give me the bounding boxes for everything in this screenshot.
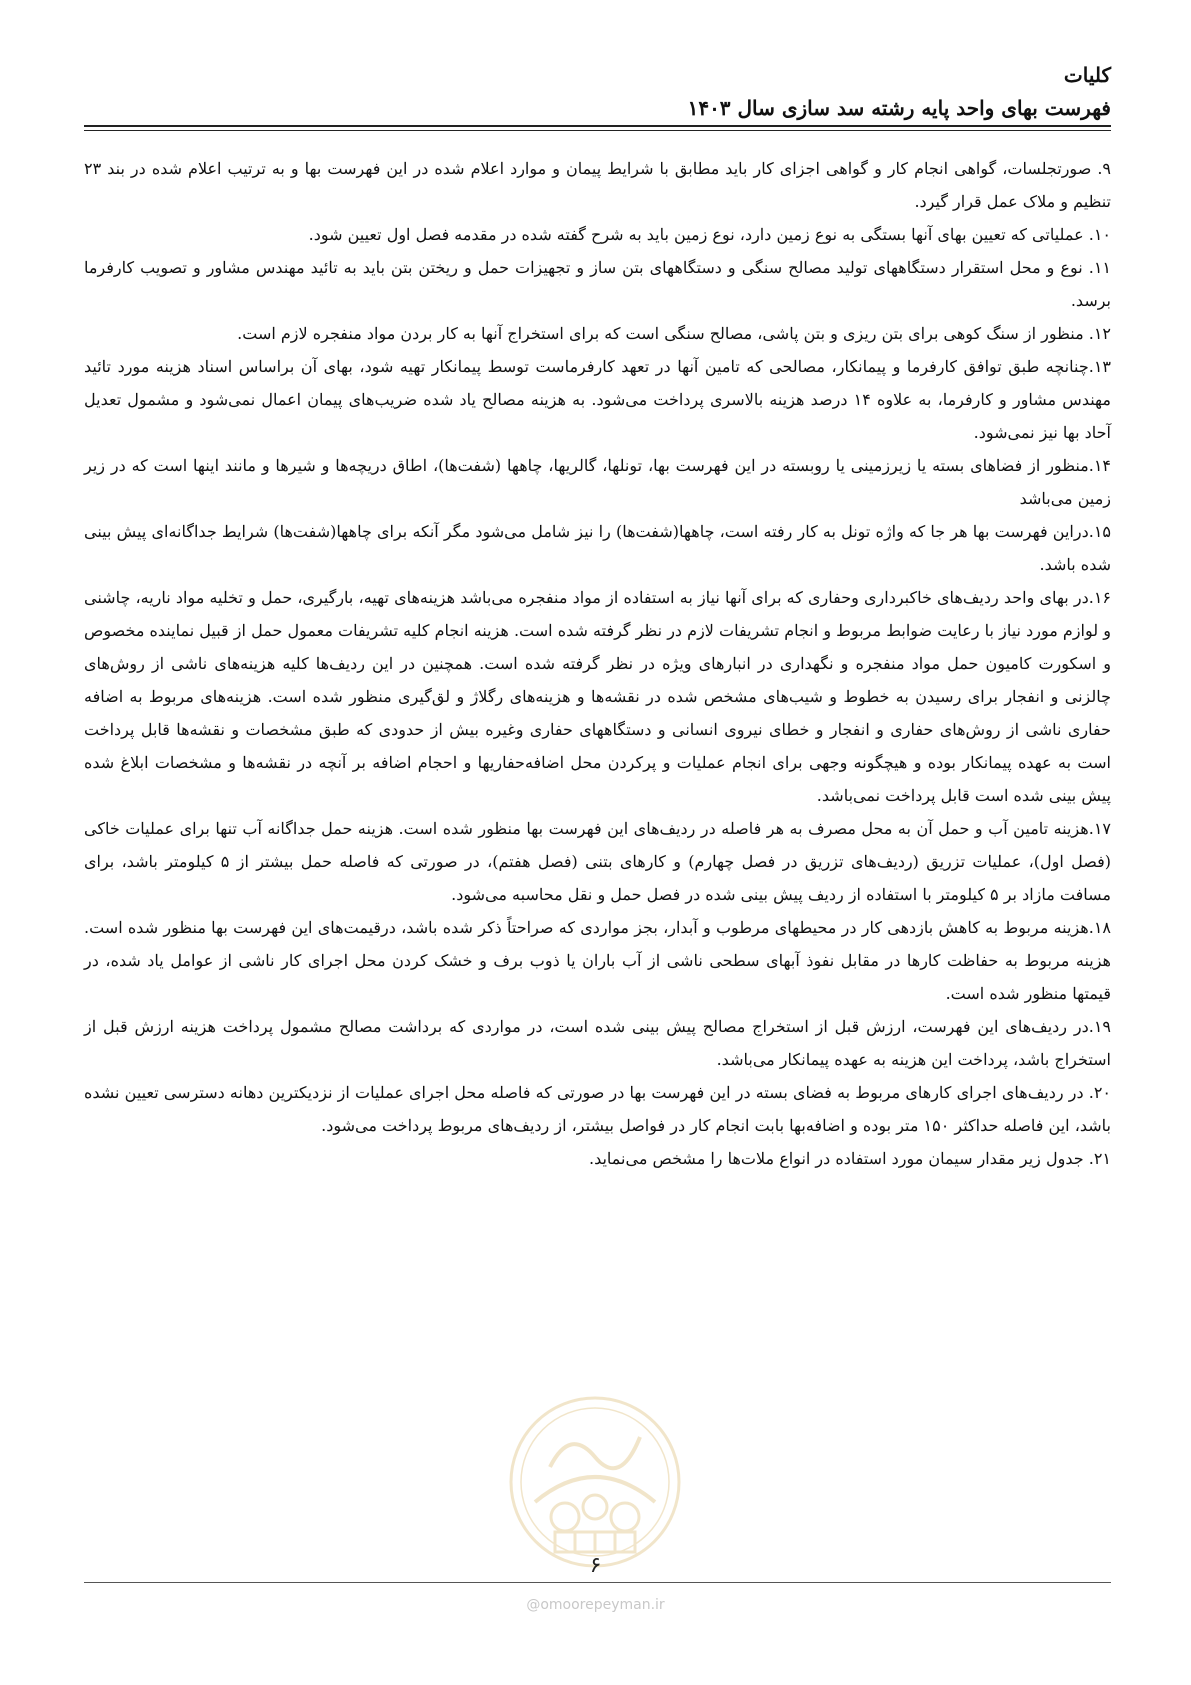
- clause-11: ۱۱. نوع و محل استقرار دستگاههای تولید مصالح سنگی و دستگاههای بتن ساز و تجهیزات حمل و ریختن بتن باید به تائید مهندس مشاور و تصویب کارفرما برسد.: [84, 258, 1111, 310]
- website-watermark: @omoorepeyman.ir: [526, 1597, 665, 1613]
- clause-15: ۱۵.دراین فهرست بها هر جا که واژه تونل به کار رفته است، چاهها(شفت‌ها) را نیز شامل می‌شود مگر آنکه برای چاهها(شفت‌ها) شرایط جداگانه‌ای پیش بینی شده باشد.: [84, 522, 1111, 574]
- page-body: [84, 152, 1111, 1175]
- document-title: فهرست بهای واحد پایه رشته سد سازی سال ۱۴۰۳: [687, 96, 1111, 120]
- chapter-title: کلیات: [1063, 63, 1111, 87]
- clause-19: ۱۹.در ردیف‌های این فهرست، ارزش قبل از استخراج مصالح پیش بینی شده است، در مواردی که برداشت مصالح مشمول پرداخت هزینه ارزش قبل از استخراج باشد، پرداخت این هزینه به عهده پیمانکار می‌باشد.: [84, 1017, 1111, 1069]
- footer-divider: [84, 1582, 1111, 1583]
- clause-14: ۱۴.منظور از فضاهای بسته یا زیرزمینی یا روبسته در این فهرست بها، تونلها، گالریها، چاهها (شفت‌ها)، اطاق دریچه‌ها و شیرها و مانند اینها است که در زیر زمین می‌باشد: [84, 456, 1111, 508]
- clause-10: ۱۰. عملیاتی که تعیین بهای آنها بستگی به نوع زمین دارد، نوع زمین باید به شرح گفته شده در مقدمه فصل اول تعیین شود.: [308, 225, 1111, 244]
- clause-21: ۲۱. جدول زیر مقدار سیمان مورد استفاده در انواع ملات‌ها را مشخص می‌نماید.: [588, 1149, 1111, 1168]
- clause-20: ۲۰. در ردیف‌های اجرای کارهای مربوط به فضای بسته در این فهرست بها در صورتی که فاصله محل اجرای عملیات از نزدیکترین دهانه دسترسی تعیین نشده باشد، این فاصله حداکثر ۱۵۰ متر بوده و اضافه‌بها بابت انجام کار در فواصل بیشتر، از ردیف‌های مربوط پرداخت می‌شود.: [84, 1083, 1111, 1135]
- header-divider-thin: [84, 130, 1111, 131]
- clause-18: ۱۸.هزینه مربوط به کاهش بازدهی کار در محیطهای مرطوب و آبدار، بجز مواردی که صراحتاً ذکر شده باشد، درقیمت‌های این فهرست بها منظور شده است. هزینه مربوط به حفاظت کارها در مقابل نفوذ آبهای سطحی ناشی از آب باران یا ذوب برف و خشک کردن محل اجرای کار ناشی از عوامل یاد شده، در قیمتها منظور شده است.: [84, 918, 1111, 1003]
- clause-13: ۱۳.چنانچه طبق توافق کارفرما و پیمانکار، مصالحی که تامین آنها در تعهد کارفرماست توسط پیمانکار تهیه شود، بهای آن براساس اسناد هزینه مورد تائید مهندس مشاور و کارفرما، به علاوه ۱۴ درصد هزینه بالاسری پرداخت می‌شود. به هزینه مصالح یاد شده ضریب‌های پیمان اعمال نمی‌شود و مشمول تعدیل آحاد بها نیز نمی‌شود.: [84, 357, 1111, 442]
- clause-9: ۹. صورتجلسات، گواهی انجام کار و گواهی اجزای کار باید مطابق با شرایط پیمان و موارد اعلام شده در این فهرست بها و به ترتیب اعلام شده در بند ۲۳ تنظیم و ملاک عمل قرار گیرد.: [84, 159, 1111, 211]
- page-number: ۶: [589, 1553, 602, 1578]
- header-divider-thick: [84, 125, 1111, 127]
- clause-17: ۱۷.هزینه تامین آب و حمل آن به محل مصرف به هر فاصله در ردیف‌های این فهرست بها منظور شده است. هزینه حمل جداگانه آب تنها برای عملیات خاکی (فصل اول)، عملیات تزریق (ردیف‌های تزریق در فصل چهارم) و کارهای بتنی (فصل هفتم)، در صورتی که فاصله حمل بیشتر از ۵ کیلومتر باشد، برای مسافت مازاد بر ۵ کیلومتر با استفاده از ردیف پیش بینی شده در فصل حمل و نقل محاسبه می‌شود.: [84, 819, 1112, 904]
- clause-16: ۱۶.در بهای واحد ردیف‌های خاکبرداری وحفاری که برای آنها نیاز به استفاده از مواد منفجره می‌باشد هزینه‌های تهیه، بارگیری، حمل و تخلیه مواد ناریه، چاشنی و لوازم مورد نیاز با رعایت ضوابط مربوط و انجام تشریفات لازم در نظر گرفته شده است. هزینه انجام کلیه تشریفات معمول حمل از قبیل نماینده مخصوص و اسکورت کامیون حمل مواد منفجره و نگهداری در انبارهای ویژه در نظر گرفته شده است. همچنین در این ردیف‌ها کلیه هزینه‌های ناشی از روش‌های چالزنی و انفجار برای رسیدن به خطوط و شیب‌های مشخص شده در نقشه‌ها و هزینه‌های رگلاژ و لق‌گیری منظور شده است. هزینه‌های مربوط به اضافه حفاری ناشی از روش‌های حفاری و انفجار و خطای نیروی انسانی و دستگاههای حفاری وغیره بیش از حدودی که طبق مشخصات و نقشه‌ها قابل پرداخت است به عهده پیمانکار بوده و هیچگونه وجهی برای انجام عملیات و پرکردن محل اضافه‌حفاریها و احجام اضافه بر آنچه در نقشه‌ها و مشخصات ابلاغ شده پیش بینی شده است قابل پرداخت نمی‌باشد.: [84, 588, 1111, 805]
- omoorepeyman-seal-logo-icon: [505, 1392, 685, 1572]
- clause-12: ۱۲. منظور از سنگ کوهی برای بتن ریزی و بتن پاشی، مصالح سنگی است که برای استخراج آنها به کار بردن مواد منفجره لازم است.: [237, 324, 1111, 343]
- page-header: [84, 58, 1111, 124]
